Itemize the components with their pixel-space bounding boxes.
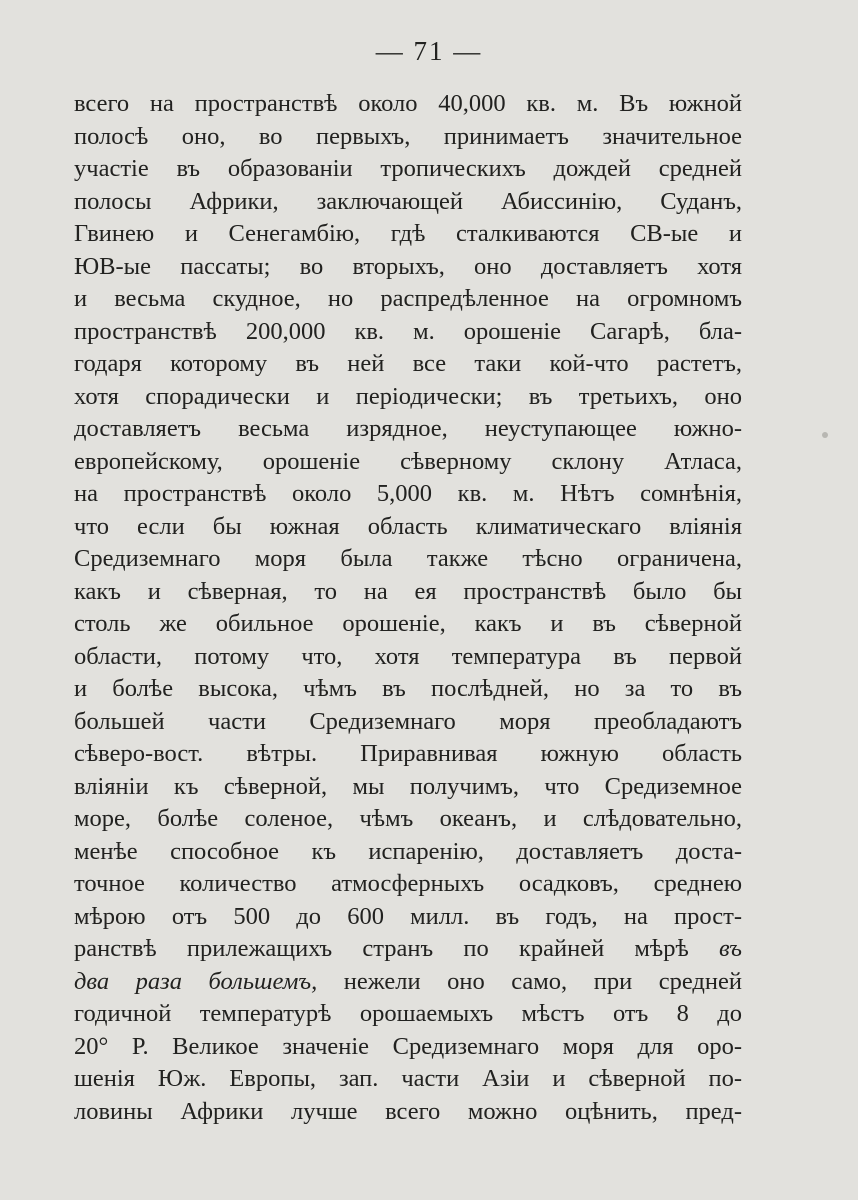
text-line: доставляетъ весьма изрядное, неуступающее южно- <box>74 415 742 442</box>
text-line: полосѣ оно, во первыхъ, принимаетъ значительное <box>74 122 742 150</box>
text-line <box>74 933 742 966</box>
text-line: области, потому что, хотя температура въ первой <box>74 642 742 670</box>
text-line: участіе въ образованіи тропическихъ дождей средней <box>74 155 742 182</box>
text-line: и болѣе высока, чѣмъ въ послѣдней, но за то въ <box>74 675 742 702</box>
text-line: годичной температурѣ орошаемыхъ мѣстъ отъ 8 до <box>74 1000 742 1027</box>
text-line: вліяніи къ сѣверной, мы получимъ, что Средиземное <box>74 772 742 800</box>
text-line: Средиземнаго моря была также тѣсно ограничена, <box>74 545 742 572</box>
body-text <box>74 88 742 1128</box>
text-line: всего на пространствѣ около 40,000 кв. м. Въ южной <box>74 90 742 117</box>
text-line: сѣверо-вост. вѣтры. Приравнивая южную область <box>74 740 742 767</box>
text-segment: ранствѣ прилежащихъ странъ по крайней мѣрѣ <box>74 935 719 962</box>
text-line: столь же обильное орошеніе, какъ и въ сѣверной <box>74 610 742 637</box>
paper-speck <box>822 432 828 438</box>
text-line: море, болѣе соленое, чѣмъ океанъ, и слѣдовательно, <box>74 805 742 832</box>
text-line <box>74 966 742 999</box>
text-line: на пространствѣ около 5,000 кв. м. Нѣтъ сомнѣнія, <box>74 480 742 507</box>
text-line: большей части Средиземнаго моря преобладаютъ <box>74 707 742 735</box>
text-line: менѣе способное къ испаренію, доставляетъ доста- <box>74 837 742 865</box>
italic-segment: въ <box>718 935 742 962</box>
text-segment: нежели оно само, при средней <box>317 967 742 995</box>
italic-segment: два раза большемъ, <box>74 967 318 995</box>
text-line: пространствѣ 200,000 кв. м. орошеніе Сагарѣ, бла- <box>74 317 742 345</box>
text-line: какъ и сѣверная, то на ея пространствѣ было бы <box>74 577 742 605</box>
text-line: Гвинею и Сенегамбію, гдѣ сталкиваются СВ-ые и <box>74 220 742 247</box>
page-number: — 71 — <box>375 36 483 66</box>
text-line: что если бы южная область климатическаго вліянія <box>74 512 742 540</box>
text-line: ловины Африки лучше всего можно оцѣнить, пред- <box>74 1097 742 1125</box>
text-line: годаря которому въ ней все таки кой-что растетъ, <box>74 350 742 377</box>
text-line: ЮВ-ые пассаты; во вторыхъ, оно доставляетъ хотя <box>74 252 742 280</box>
text-line: 20° Р. Великое значеніе Средиземнаго моря для оро- <box>74 1032 742 1060</box>
text-line: полосы Африки, заключающей Абиссинію, Суданъ, <box>74 187 742 215</box>
text-line: точное количество атмосферныхъ осадковъ, среднею <box>74 870 742 897</box>
text-line: и весьма скудное, но распредѣленное на огромномъ <box>74 285 742 312</box>
text-line: мѣрою отъ 500 до 600 милл. въ годъ, на прост- <box>74 902 742 930</box>
text-line: шенія Юж. Европы, зап. части Азіи и сѣверной по- <box>74 1065 742 1092</box>
text-line: европейскому, орошеніе сѣверному склону Атласа, <box>74 447 742 475</box>
text-line: хотя спорадически и періодически; въ третьихъ, оно <box>74 382 742 410</box>
